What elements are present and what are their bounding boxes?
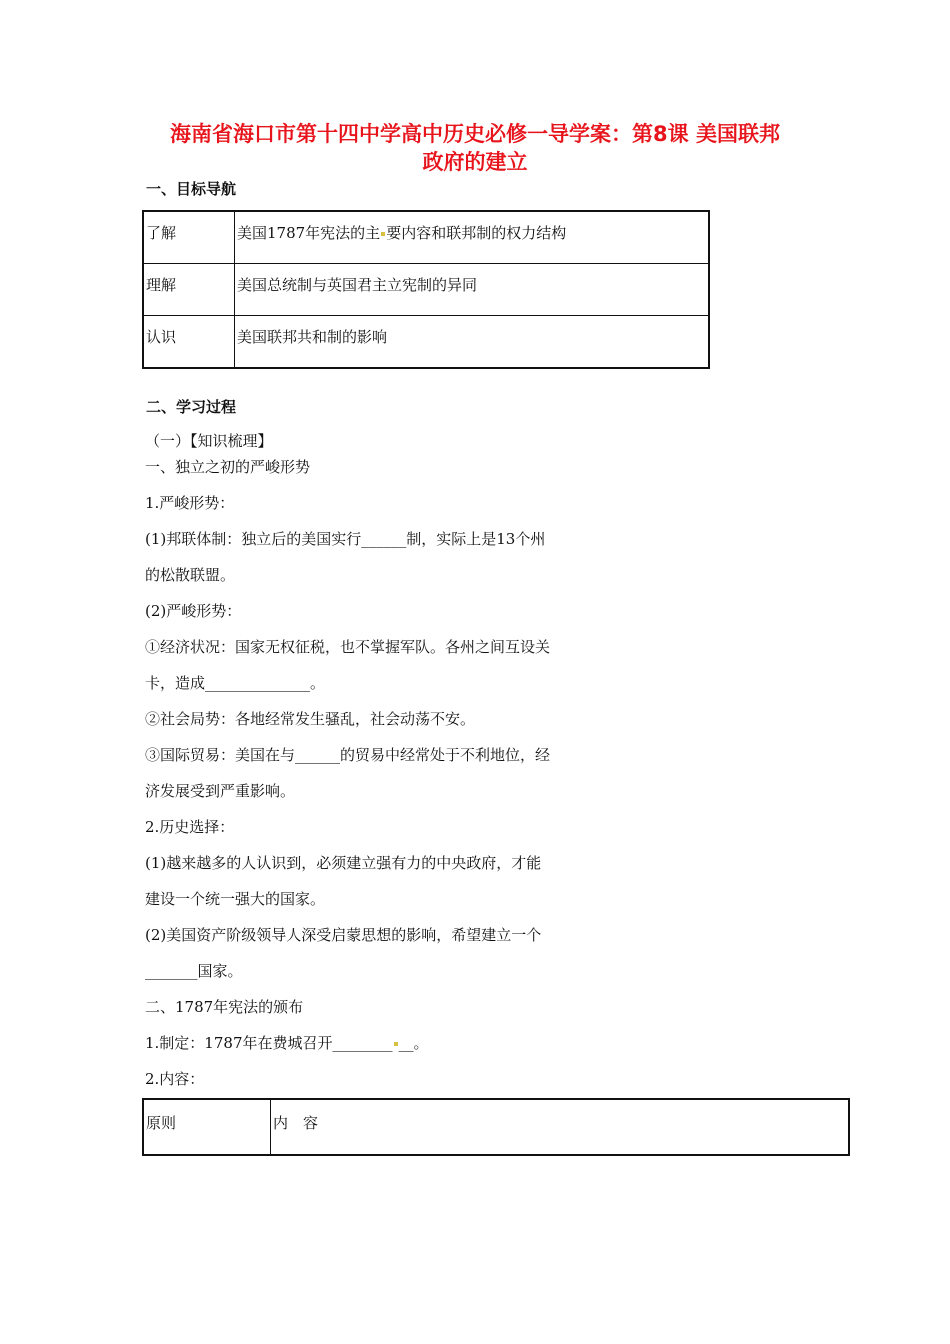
document-title: [120, 120, 830, 176]
table-row: [143, 264, 709, 316]
text-line: 1.严峻形势：: [145, 494, 235, 512]
stray-mark: [381, 232, 385, 236]
text-line: 卡，造成______________。: [145, 674, 326, 692]
table-header-row: [143, 1099, 849, 1155]
text-line: (1)邦联体制：独立后的美国实行______制，实际上是13个州: [145, 530, 546, 548]
goal-value: 美国1787年宪法的主 要内容和联邦制的权力结构: [235, 211, 710, 264]
goal-value: 美国联邦共和制的影响: [235, 316, 710, 369]
table-header: 原则: [143, 1099, 271, 1155]
text-line: (1)越来越多的人认识到，必须建立强有力的中央政府，才能: [145, 854, 542, 872]
text-line: ①经济状况：国家无权征税，也不掌握军队。各州之间互设关: [145, 638, 551, 656]
text-line: 建设一个统一强大的国家。: [145, 890, 326, 908]
table-row: [143, 316, 709, 369]
title-line-1: 海南省海口市第十四中学高中历史必修一导学案：第8课 美国联邦: [170, 122, 780, 146]
text-line: ②社会局势：各地经常发生骚乱，社会动荡不安。: [145, 710, 476, 728]
text-line: 一、独立之初的严峻形势: [145, 458, 311, 476]
goal-key: 理解: [143, 264, 235, 316]
text-line: (2)美国资产阶级领导人深受启蒙思想的影响，希望建立一个: [145, 926, 542, 944]
table-row: [143, 211, 709, 264]
text-line: (2)严峻形势：: [145, 602, 242, 620]
text-line: 2.历史选择：: [145, 818, 235, 836]
table-header: 内 容: [271, 1099, 850, 1155]
text-line: 的松散联盟。: [145, 566, 236, 584]
text-line: 济发展受到严重影响。: [145, 782, 296, 800]
text-line: （一）【知识梳理】: [145, 432, 273, 450]
section-heading-goals: 一、目标导航: [146, 180, 237, 198]
stray-mark: [394, 1042, 398, 1046]
goal-key: 了解: [143, 211, 235, 264]
text-line-made: 1.制定：1787年在费城召开________ __。: [145, 1034, 429, 1052]
goal-value: 美国总统制与英国君主立宪制的异同: [235, 264, 710, 316]
constitution-content-table: [142, 1098, 850, 1156]
section-heading-process: 二、学习过程: [146, 398, 237, 416]
goal-key: 认识: [143, 316, 235, 369]
text-line: ③国际贸易：美国在与______的贸易中经常处于不利地位，经: [145, 746, 551, 764]
text-line: 二、1787年宪法的颁布: [145, 998, 304, 1016]
text-line: _______国家。: [145, 962, 243, 980]
goals-table: [142, 210, 710, 369]
text-line: 2.内容：: [145, 1070, 205, 1088]
title-line-2: 政府的建立: [422, 150, 528, 174]
